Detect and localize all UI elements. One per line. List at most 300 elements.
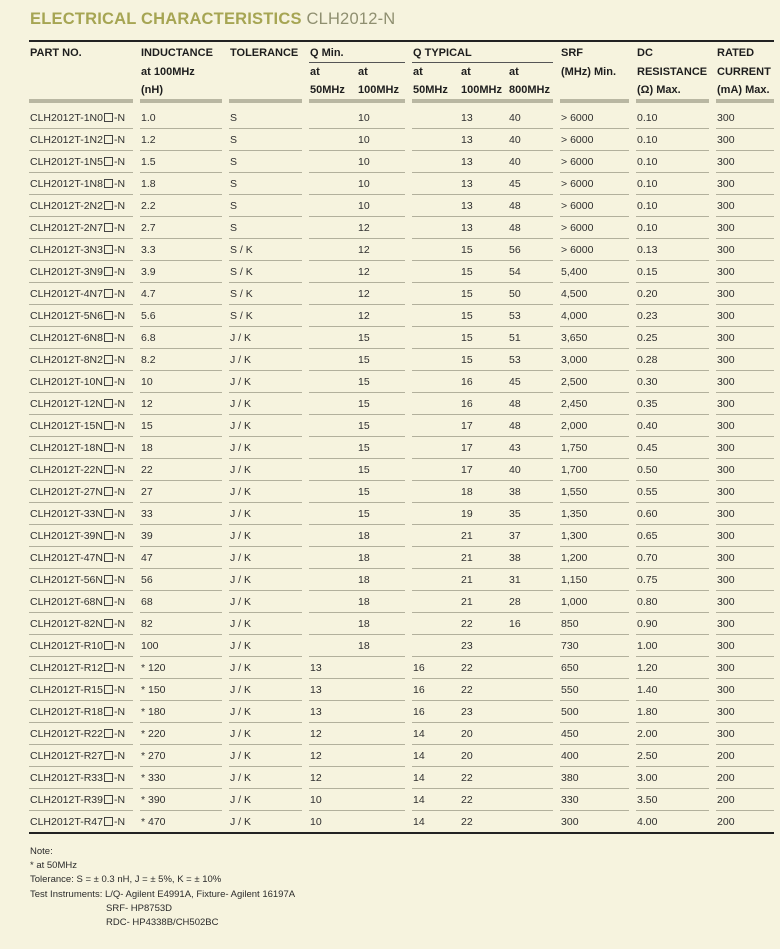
cell-tolerance: J / K [229, 569, 302, 591]
header-qmin-at-50: at [310, 66, 320, 78]
page-title [30, 10, 395, 29]
cell-qtyp-800: 38 [508, 481, 553, 503]
cell-part-no [29, 679, 133, 701]
cell-qtyp-800 [508, 811, 553, 834]
part-suffix: -N [113, 397, 126, 410]
column-gap [222, 635, 229, 657]
note-instruments: Test Instruments: L/Q- Agilent E4991A, Fixture- Agilent 16197A [30, 888, 296, 900]
column-gap [133, 613, 140, 635]
tolerance-code-box-icon [104, 553, 113, 562]
cell-qtyp-100: 15 [460, 283, 508, 305]
cell-qtyp-800: 28 [508, 591, 553, 613]
cell-part-no [29, 195, 133, 217]
column-gap [405, 547, 412, 569]
cell-qmin-50: 10 [309, 811, 357, 834]
cell-rated-current: 300 [716, 151, 774, 173]
column-gap [222, 393, 229, 415]
column-gap [709, 635, 716, 657]
part-prefix: CLH2012T-12N [30, 397, 103, 410]
cell-inductance: 1.0 [140, 107, 222, 129]
cell-tolerance: J / K [229, 657, 302, 679]
part-prefix: CLH2012T-82N [30, 617, 103, 630]
table-row [29, 767, 774, 789]
table-row [29, 371, 774, 393]
cell-qtyp-50 [412, 305, 460, 327]
cell-qtyp-50 [412, 327, 460, 349]
header-dc-unit: (Ω) Max. [637, 84, 681, 96]
column-gap [629, 613, 636, 635]
cell-srf: 500 [560, 701, 629, 723]
cell-tolerance: S [229, 151, 302, 173]
column-gap [302, 195, 309, 217]
column-gap [222, 613, 229, 635]
cell-rated-current: 300 [716, 129, 774, 151]
cell-qtyp-800: 45 [508, 173, 553, 195]
cell-qtyp-50: 14 [412, 789, 460, 811]
cell-inductance: 68 [140, 591, 222, 613]
column-gap [405, 239, 412, 261]
cell-qtyp-100: 13 [460, 129, 508, 151]
column-gap [553, 349, 560, 371]
cell-srf: 2,450 [560, 393, 629, 415]
column-gap [302, 723, 309, 745]
cell-qtyp-800: 53 [508, 349, 553, 371]
column-gap [133, 173, 140, 195]
column-gap [133, 745, 140, 767]
cell-dc-resistance: 0.28 [636, 349, 709, 371]
cell-qmin-50 [309, 107, 357, 129]
column-gap [133, 525, 140, 547]
cell-qtyp-100: 17 [460, 415, 508, 437]
cell-inductance: 39 [140, 525, 222, 547]
column-gap [405, 635, 412, 657]
cell-qmin-100: 15 [357, 327, 405, 349]
cell-qmin-100 [357, 767, 405, 789]
cell-tolerance: J / K [229, 811, 302, 834]
cell-qmin-100: 18 [357, 569, 405, 591]
cell-part-no [29, 591, 133, 613]
cell-qmin-50 [309, 173, 357, 195]
cell-qtyp-100: 22 [460, 657, 508, 679]
column-gap [302, 261, 309, 283]
tolerance-code-box-icon [104, 685, 113, 694]
cell-rated-current: 300 [716, 459, 774, 481]
cell-inductance: 3.3 [140, 239, 222, 261]
cell-inductance: 100 [140, 635, 222, 657]
cell-qmin-100: 10 [357, 151, 405, 173]
cell-qtyp-50 [412, 261, 460, 283]
header-rated-unit: (mA) Max. [717, 84, 770, 96]
tolerance-code-box-icon [104, 201, 113, 210]
cell-qtyp-50: 14 [412, 723, 460, 745]
cell-qmin-100: 18 [357, 525, 405, 547]
column-gap [222, 767, 229, 789]
column-gap [222, 195, 229, 217]
column-gap [133, 437, 140, 459]
column-gap [553, 745, 560, 767]
cell-qtyp-800: 43 [508, 437, 553, 459]
column-gap [133, 657, 140, 679]
column-gap [222, 503, 229, 525]
cell-srf: 300 [560, 811, 629, 834]
column-gap [405, 591, 412, 613]
column-gap [133, 239, 140, 261]
cell-qtyp-100: 22 [460, 679, 508, 701]
cell-tolerance: S / K [229, 283, 302, 305]
cell-tolerance: J / K [229, 503, 302, 525]
cell-tolerance: J / K [229, 349, 302, 371]
cell-rated-current: 300 [716, 635, 774, 657]
cell-qtyp-50 [412, 173, 460, 195]
cell-rated-current: 300 [716, 349, 774, 371]
note-asterisk: * at 50MHz [30, 860, 77, 872]
cell-rated-current: 300 [716, 261, 774, 283]
column-gap [222, 349, 229, 371]
cell-srf: > 6000 [560, 217, 629, 239]
cell-srf: 2,500 [560, 371, 629, 393]
header-qtyp-at-800: at [509, 66, 519, 78]
part-prefix: CLH2012T-15N [30, 419, 103, 432]
cell-inductance: 33 [140, 503, 222, 525]
cell-part-no [29, 459, 133, 481]
cell-inductance: 2.2 [140, 195, 222, 217]
tolerance-code-box-icon [104, 795, 113, 804]
cell-qmin-50: 13 [309, 679, 357, 701]
cell-qtyp-100: 13 [460, 195, 508, 217]
part-prefix: CLH2012T-10N [30, 375, 103, 388]
column-gap [629, 767, 636, 789]
column-gap [709, 195, 716, 217]
table-row [29, 305, 774, 327]
cell-qtyp-800: 31 [508, 569, 553, 591]
cell-dc-resistance: 0.45 [636, 437, 709, 459]
column-gap [302, 767, 309, 789]
part-suffix: -N [113, 485, 126, 498]
column-gap [133, 327, 140, 349]
column-gap [133, 767, 140, 789]
column-gap [302, 393, 309, 415]
part-suffix: -N [113, 375, 126, 388]
part-prefix: CLH2012T-27N [30, 485, 103, 498]
tolerance-code-box-icon [104, 487, 113, 496]
cell-qmin-50 [309, 525, 357, 547]
cell-dc-resistance: 0.23 [636, 305, 709, 327]
part-prefix: CLH2012T-R22 [30, 727, 103, 740]
part-suffix: -N [113, 155, 126, 168]
tolerance-code-box-icon [104, 223, 113, 232]
column-gap [405, 129, 412, 151]
cell-qtyp-800: 48 [508, 217, 553, 239]
cell-inductance: * 220 [140, 723, 222, 745]
table-row [29, 129, 774, 151]
table-row [29, 283, 774, 305]
cell-tolerance: J / K [229, 459, 302, 481]
cell-qmin-100 [357, 657, 405, 679]
cell-qtyp-800: 16 [508, 613, 553, 635]
cell-qtyp-800 [508, 701, 553, 723]
cell-qtyp-50 [412, 437, 460, 459]
cell-qtyp-800 [508, 767, 553, 789]
cell-qtyp-800 [508, 635, 553, 657]
table-row [29, 239, 774, 261]
cell-srf: 330 [560, 789, 629, 811]
cell-qmin-100: 18 [357, 613, 405, 635]
cell-srf: 1,000 [560, 591, 629, 613]
cell-qtyp-50 [412, 635, 460, 657]
cell-qtyp-100: 22 [460, 767, 508, 789]
column-gap [405, 261, 412, 283]
cell-qtyp-800: 40 [508, 459, 553, 481]
column-gap [222, 811, 229, 834]
column-gap [553, 459, 560, 481]
part-suffix: -N [113, 265, 126, 278]
cell-rated-current: 300 [716, 657, 774, 679]
header-tolerance: TOLERANCE [229, 41, 302, 63]
title-model: CLH2012-N [306, 10, 396, 28]
table-row [29, 437, 774, 459]
cell-part-no [29, 437, 133, 459]
column-gap [222, 591, 229, 613]
cell-qmin-100: 12 [357, 305, 405, 327]
cell-inductance: 1.5 [140, 151, 222, 173]
part-prefix: CLH2012T-R39 [30, 793, 103, 806]
column-gap [553, 767, 560, 789]
cell-part-no [29, 481, 133, 503]
cell-qmin-50 [309, 327, 357, 349]
header-rated: RATED [716, 41, 774, 63]
part-prefix: CLH2012T-2N7 [30, 221, 103, 234]
cell-qtyp-50 [412, 393, 460, 415]
cell-qtyp-100: 22 [460, 789, 508, 811]
cell-rated-current: 300 [716, 701, 774, 723]
column-gap [629, 657, 636, 679]
table-row [29, 723, 774, 745]
cell-qmin-100: 15 [357, 459, 405, 481]
column-gap [302, 701, 309, 723]
table-body [29, 107, 774, 833]
column-gap [222, 129, 229, 151]
column-gap [302, 811, 309, 834]
tolerance-code-box-icon [104, 619, 113, 628]
cell-qtyp-800 [508, 745, 553, 767]
cell-srf: 1,750 [560, 437, 629, 459]
cell-srf: > 6000 [560, 151, 629, 173]
column-gap [302, 129, 309, 151]
cell-qtyp-50 [412, 217, 460, 239]
tolerance-code-box-icon [104, 157, 113, 166]
column-gap [709, 503, 716, 525]
cell-tolerance: J / K [229, 745, 302, 767]
tolerance-code-box-icon [104, 509, 113, 518]
part-suffix: -N [113, 309, 126, 322]
column-gap [709, 239, 716, 261]
column-gap [629, 679, 636, 701]
cell-rated-current: 300 [716, 481, 774, 503]
cell-qmin-50 [309, 217, 357, 239]
cell-part-no [29, 525, 133, 547]
cell-rated-current: 300 [716, 283, 774, 305]
cell-qtyp-100: 15 [460, 305, 508, 327]
column-gap [629, 635, 636, 657]
column-gap [222, 217, 229, 239]
cell-inductance: * 150 [140, 679, 222, 701]
cell-qtyp-100: 22 [460, 811, 508, 834]
cell-srf: > 6000 [560, 173, 629, 195]
column-gap [405, 459, 412, 481]
cell-qtyp-50 [412, 151, 460, 173]
cell-qmin-50 [309, 393, 357, 415]
column-gap [709, 525, 716, 547]
tolerance-code-box-icon [104, 377, 113, 386]
tolerance-code-box-icon [104, 399, 113, 408]
table-row [29, 151, 774, 173]
part-prefix: CLH2012T-8N2 [30, 353, 103, 366]
cell-qtyp-50 [412, 459, 460, 481]
header-q-typical: Q TYPICAL [412, 41, 553, 63]
cell-qmin-100 [357, 679, 405, 701]
cell-dc-resistance: 0.75 [636, 569, 709, 591]
table-row [29, 789, 774, 811]
part-suffix: -N [113, 441, 126, 454]
column-gap [405, 569, 412, 591]
tolerance-code-box-icon [104, 135, 113, 144]
column-gap [629, 305, 636, 327]
cell-dc-resistance: 0.15 [636, 261, 709, 283]
cell-qmin-50: 12 [309, 767, 357, 789]
column-gap [553, 613, 560, 635]
column-gap [629, 151, 636, 173]
cell-part-no [29, 723, 133, 745]
cell-dc-resistance: 1.00 [636, 635, 709, 657]
column-gap [553, 261, 560, 283]
cell-qmin-100: 12 [357, 261, 405, 283]
cell-qtyp-800: 53 [508, 305, 553, 327]
column-gap [302, 415, 309, 437]
note-srf: SRF- HP8753D [106, 902, 172, 914]
part-suffix: -N [113, 463, 126, 476]
table-row [29, 107, 774, 129]
cell-srf: 3,000 [560, 349, 629, 371]
column-gap [302, 613, 309, 635]
cell-srf: 550 [560, 679, 629, 701]
part-prefix: CLH2012T-3N9 [30, 265, 103, 278]
cell-qmin-50: 13 [309, 657, 357, 679]
column-gap [405, 745, 412, 767]
part-prefix: CLH2012T-R33 [30, 771, 103, 784]
column-gap [302, 591, 309, 613]
header-qtyp-800: 800MHz [509, 84, 550, 96]
table-row [29, 195, 774, 217]
cell-qtyp-100: 20 [460, 723, 508, 745]
cell-rated-current: 200 [716, 811, 774, 834]
cell-part-no [29, 701, 133, 723]
column-gap [133, 679, 140, 701]
table-row [29, 657, 774, 679]
column-gap [133, 393, 140, 415]
column-gap [405, 613, 412, 635]
column-gap [553, 547, 560, 569]
cell-qtyp-50: 14 [412, 767, 460, 789]
cell-inductance: * 470 [140, 811, 222, 834]
cell-tolerance: J / K [229, 371, 302, 393]
column-gap [405, 327, 412, 349]
table-row [29, 217, 774, 239]
column-gap [405, 107, 412, 129]
header-srf-unit: (MHz) Min. [561, 65, 616, 78]
cell-qtyp-800 [508, 657, 553, 679]
cell-qtyp-50 [412, 481, 460, 503]
cell-rated-current: 300 [716, 569, 774, 591]
cell-qtyp-50 [412, 283, 460, 305]
column-gap [302, 525, 309, 547]
header-inductance-unit: (nH) [141, 84, 163, 96]
cell-tolerance: J / K [229, 635, 302, 657]
cell-qmin-50 [309, 635, 357, 657]
cell-qtyp-100: 19 [460, 503, 508, 525]
table-row [29, 173, 774, 195]
column-gap [405, 283, 412, 305]
cell-rated-current: 300 [716, 591, 774, 613]
header-qtyp-100: 100MHz [461, 84, 502, 96]
column-gap [629, 437, 636, 459]
cell-inductance: * 330 [140, 767, 222, 789]
cell-srf: 1,700 [560, 459, 629, 481]
cell-rated-current: 300 [716, 503, 774, 525]
column-gap [405, 657, 412, 679]
column-gap [222, 657, 229, 679]
column-gap [222, 525, 229, 547]
header-dc: DC [636, 41, 709, 63]
cell-qtyp-800: 48 [508, 393, 553, 415]
cell-inductance: 1.8 [140, 173, 222, 195]
column-gap [133, 701, 140, 723]
column-gap [222, 107, 229, 129]
cell-qmin-100: 10 [357, 195, 405, 217]
cell-part-no [29, 547, 133, 569]
cell-tolerance: J / K [229, 591, 302, 613]
cell-rated-current: 200 [716, 767, 774, 789]
table-row [29, 415, 774, 437]
column-gap [629, 283, 636, 305]
cell-qtyp-800: 40 [508, 129, 553, 151]
cell-rated-current: 300 [716, 173, 774, 195]
column-gap [553, 679, 560, 701]
column-gap [709, 569, 716, 591]
tolerance-code-box-icon [104, 641, 113, 650]
column-gap [709, 129, 716, 151]
column-gap [405, 415, 412, 437]
cell-qtyp-100: 17 [460, 437, 508, 459]
header-qmin-at-100: at [358, 66, 368, 78]
column-gap [553, 393, 560, 415]
tolerance-code-box-icon [104, 179, 113, 188]
cell-inductance: 2.7 [140, 217, 222, 239]
column-gap [709, 305, 716, 327]
cell-qtyp-100: 23 [460, 701, 508, 723]
cell-part-no [29, 327, 133, 349]
cell-srf: 1,300 [560, 525, 629, 547]
column-gap [405, 371, 412, 393]
cell-srf: 1,200 [560, 547, 629, 569]
cell-rated-current: 200 [716, 789, 774, 811]
column-gap [405, 349, 412, 371]
column-gap [709, 811, 716, 834]
cell-qtyp-800: 38 [508, 547, 553, 569]
cell-qmin-100: 15 [357, 437, 405, 459]
tolerance-code-box-icon [104, 333, 113, 342]
column-gap [709, 261, 716, 283]
part-suffix: -N [113, 749, 126, 762]
